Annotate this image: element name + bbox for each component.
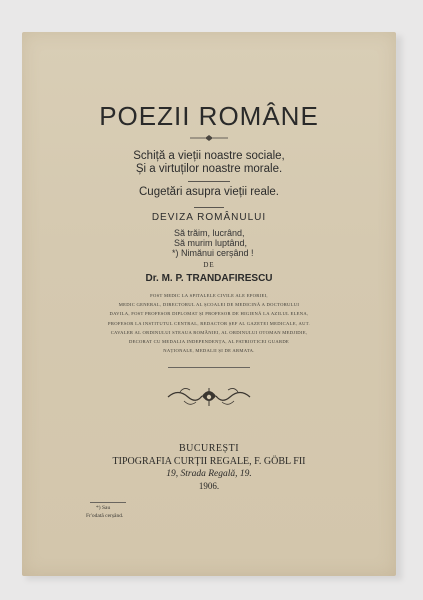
author-credentials bbox=[72, 291, 346, 355]
imprint-year: 1906. bbox=[198, 481, 220, 491]
book-cover bbox=[22, 32, 396, 576]
credential-line: CAVALER AL ORDINULUI STEAUA ROMÂNIEI, AL ORDINULUI OTOMAN MEDJIDIE, bbox=[110, 329, 308, 335]
divider-rule bbox=[188, 181, 230, 182]
credential-line: FOST MEDIC LA SPITALELE CIVILE ALE EFORIEI, bbox=[150, 293, 268, 298]
imprint-city: BUCUREȘTI bbox=[178, 443, 240, 454]
author-name: Dr. M. P. TRANDAFIRESCU bbox=[145, 273, 273, 284]
subtitle-line-2: Și a virtuților noastre morale. bbox=[135, 163, 283, 175]
motto-heading: DEVIZA ROMÂNULUI bbox=[151, 212, 267, 223]
credential-line: DAVILA, FOST PROFESOR DIPLOMAT ȘI PROFESOR DE HIGIENĂ LA AZILUL ELENA, bbox=[109, 311, 309, 317]
motto-line-1: Să trăim, lucrând, bbox=[174, 228, 245, 238]
by-label: DE bbox=[203, 261, 215, 269]
footnote-line-2: Fr'odată cerșând. bbox=[86, 513, 124, 519]
imprint-printer: TIPOGRAFIA CURȚII REGALE, F. GÖBL FII bbox=[112, 456, 306, 467]
credential-line: PROFESOR LA INSTITUTUL CENTRAL, REDACTOR ȘEF AL GAZETEI MEDICALE, AUT. bbox=[108, 320, 310, 326]
subtitle-line-1: Schiță a vieții noastre sociale, bbox=[133, 150, 285, 162]
footnote-line-1: *) Sau bbox=[96, 505, 111, 511]
subtitle-reflections: Cugetări asupra vieții reale. bbox=[139, 186, 279, 198]
motto-line-2: Să murim luptând, bbox=[174, 238, 248, 248]
credential-line: NAȚIONALE, MEDALII ȘI DE ARMATA. bbox=[163, 348, 255, 354]
credential-line: MEDIC GENERAL, DIRECTORUL AL ȘCOALEI DE MEDICINĂ A DOCTORULUI bbox=[118, 302, 300, 308]
imprint-address: 19, Strada Regală, 19. bbox=[166, 469, 252, 479]
scroll-ornament-icon bbox=[166, 384, 252, 410]
credential-line: DECORAT CU MEDALIA INDEPENDENȚA, AL PATRIOTICEI GUARDE bbox=[128, 339, 290, 345]
footnote-rule bbox=[90, 502, 126, 503]
title-ornament-icon bbox=[190, 133, 228, 143]
footnote bbox=[86, 504, 123, 520]
divider-rule bbox=[168, 367, 250, 368]
motto-line-3: *) Nimănui cerșând ! bbox=[172, 248, 254, 258]
divider-rule bbox=[194, 207, 224, 208]
book-title: POEZII ROMÂNE bbox=[99, 101, 319, 131]
